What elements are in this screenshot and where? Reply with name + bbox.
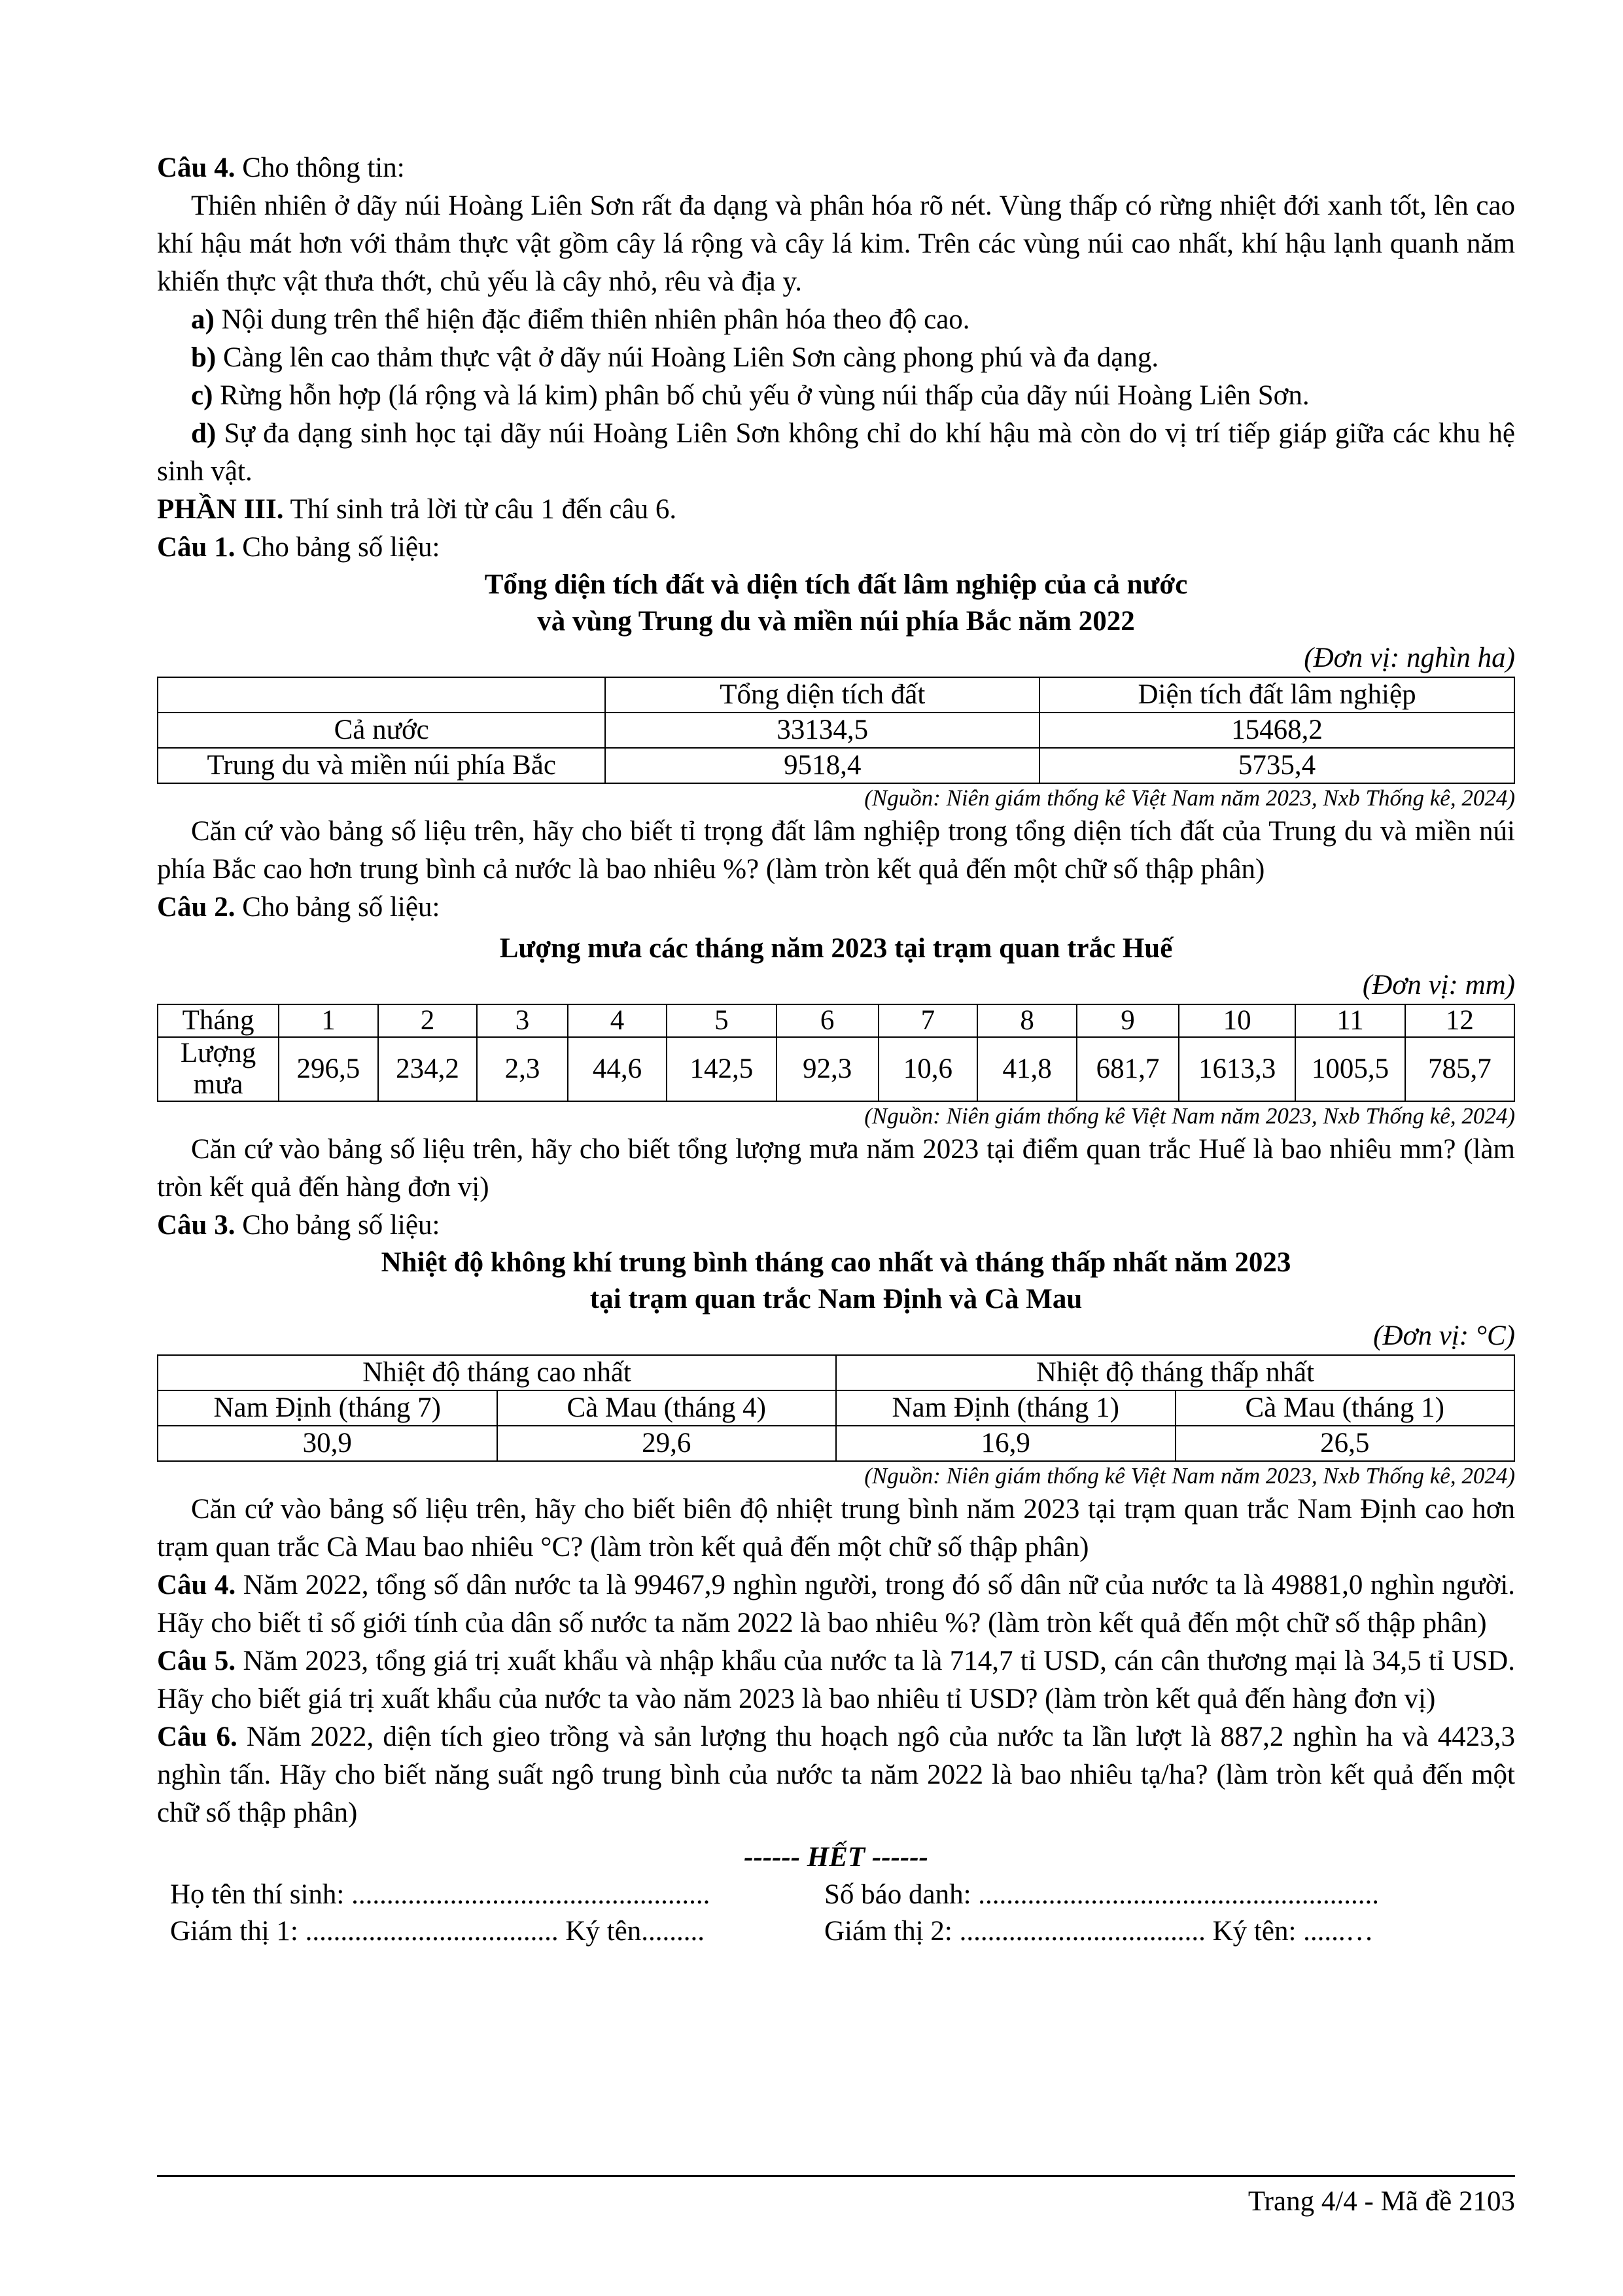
signature-row-1 <box>157 1877 1515 1913</box>
header-cell: Diện tích đất lâm nghiệp <box>1039 677 1514 713</box>
q1-table <box>157 677 1515 784</box>
q3-table-title-2: tại trạm quan trắc Nam Định và Cà Mau <box>589 1284 1083 1315</box>
header-cell: Nam Định (tháng 7) <box>158 1390 497 1426</box>
q2-table <box>157 1004 1515 1102</box>
table-cell: Cả nước <box>158 713 605 748</box>
table-cell: 10 <box>1179 1004 1295 1037</box>
table-cell: 29,6 <box>497 1426 837 1461</box>
table-cell: 11 <box>1295 1004 1405 1037</box>
question-label: Câu 6. <box>157 1722 237 1752</box>
table-row-months <box>158 1004 1514 1037</box>
part-instructions: Thí sinh trả lời từ câu 1 đến câu 6. <box>290 494 677 525</box>
candidate-name-line: Họ tên thí sinh: ................................................... <box>170 1879 710 1910</box>
option-text: Rừng hỗn hợp (lá rộng và lá kim) phân bố chủ yếu ở vùng núi thấp của dãy núi Hoàng Liên Sơn. <box>220 380 1310 411</box>
prev-q4-passage: Thiên nhiên ở dãy núi Hoàng Liên Sơn rất đa dạng và phân hóa rõ nét. Vùng thấp có rừng nhiệt đới xanh tốt, lên cao khí hậu mát hơn với thảm thực vật gồm cây lá rộng và cây lá kim. Trên các vùng núi cao nhất, khí hậu lạnh quanh năm khiến thực vật thưa thớt, chủ yếu là cây nhỏ, rêu và địa y. <box>157 190 1515 297</box>
option-a <box>157 301 1515 339</box>
exam-page <box>157 149 1515 1950</box>
table-header-row <box>158 677 1514 713</box>
option-key: a) <box>191 304 215 335</box>
question-intro: Cho bảng số liệu: <box>242 532 440 563</box>
table-cell: 5 <box>667 1004 776 1037</box>
proctor-2-line: Giám thị 2: ................................... Ký tên: ......… <box>824 1916 1374 1947</box>
table-row <box>158 748 1514 783</box>
option-text: Nội dung trên thể hiện đặc điểm thiên nhiên phân hóa theo độ cao. <box>221 304 970 335</box>
q6-paragraph <box>157 1718 1515 1832</box>
question-label: Câu 2. <box>157 892 236 923</box>
table-cell: 9518,4 <box>605 748 1039 783</box>
question-text: Năm 2022, tổng số dân nước ta là 99467,9 nghìn người, trong đó số dân nữ của nước ta là 49881,0 nghìn người. Hãy cho biết tỉ số giới tính của dân số nước ta năm 2022 là bao nhiêu %? (làm tròn kết quả đến một chữ số thập phân) <box>157 1570 1516 1638</box>
table-cell: 1 <box>279 1004 378 1037</box>
q2-heading <box>157 889 1515 927</box>
question-text: Năm 2023, tổng giá trị xuất khẩu và nhập khẩu của nước ta là 714,7 tỉ USD, cán cân thương mại là 34,5 tỉ USD. Hãy cho biết giá trị xuất khẩu của nước ta vào năm 2023 là bao nhiêu tỉ USD? (làm tròn kết quả đến hàng đơn vị) <box>157 1646 1515 1714</box>
table-cell: 10,6 <box>879 1037 978 1101</box>
table-cell: 6 <box>777 1004 879 1037</box>
table-cell: 296,5 <box>279 1037 378 1101</box>
header-cell: Cà Mau (tháng 4) <box>497 1390 837 1426</box>
q1-unit: (Đơn vị: nghìn ha) <box>1304 643 1515 673</box>
question-intro: Cho bảng số liệu: <box>242 892 440 923</box>
q3-heading <box>157 1207 1515 1245</box>
option-key: b) <box>191 342 217 373</box>
table-cell: 785,7 <box>1405 1037 1514 1101</box>
header-cell: Nhiệt độ tháng cao nhất <box>158 1355 836 1390</box>
option-key: c) <box>191 380 213 411</box>
option-c <box>157 377 1515 415</box>
table-cell: 44,6 <box>568 1037 667 1101</box>
q1-heading <box>157 529 1515 567</box>
part-label: PHẦN III. <box>157 494 284 525</box>
table-row <box>158 1426 1514 1461</box>
table-cell: 16,9 <box>836 1426 1176 1461</box>
row-label: Lượng mưa <box>158 1037 279 1101</box>
table-cell: 4 <box>568 1004 667 1037</box>
question-label: Câu 5. <box>157 1646 236 1676</box>
q2-table-title: Lượng mưa các tháng năm 2023 tại trạm quan trắc Huế <box>499 933 1173 964</box>
table-cell: Trung du và miền núi phía Bắc <box>158 748 605 783</box>
q1-table-title-2: và vùng Trung du và miền núi phía Bắc năm 2022 <box>537 606 1135 637</box>
question-label: Câu 4. <box>157 152 236 183</box>
table-cell: 30,9 <box>158 1426 497 1461</box>
header-cell: Nhiệt độ tháng thấp nhất <box>836 1355 1514 1390</box>
table-cell: 681,7 <box>1077 1037 1179 1101</box>
table-cell: 5735,4 <box>1039 748 1514 783</box>
q3-source: (Nguồn: Niên giám thống kê Việt Nam năm 2023, Nxb Thống kê, 2024) <box>864 1463 1515 1489</box>
table-cell: 1005,5 <box>1295 1037 1405 1101</box>
candidate-id-line: Số báo danh: ......................................................... <box>824 1879 1380 1910</box>
table-cell: 33134,5 <box>605 713 1039 748</box>
header-cell: Nam Định (tháng 1) <box>836 1390 1176 1426</box>
question-text: Năm 2022, diện tích gieo trồng và sản lượng thu hoạch ngô của nước ta lần lượt là 887,2 nghìn ha và 4423,3 nghìn tấn. Hãy cho biết năng suất ngô trung bình của nước ta năm 2022 là bao nhiêu tạ/ha? (làm tròn kết quả đến một chữ số thập phân) <box>157 1722 1516 1828</box>
table-cell: 1613,3 <box>1179 1037 1295 1101</box>
table-group-header-row <box>158 1355 1514 1390</box>
table-cell: 2 <box>378 1004 478 1037</box>
table-row-rain <box>158 1037 1514 1101</box>
option-b <box>157 339 1515 377</box>
table-cell: 92,3 <box>777 1037 879 1101</box>
q3-table <box>157 1354 1515 1462</box>
q2-source: (Nguồn: Niên giám thống kê Việt Nam năm 2023, Nxb Thống kê, 2024) <box>864 1103 1515 1129</box>
option-d <box>157 415 1515 491</box>
row-label: Tháng <box>158 1004 279 1037</box>
table-cell: 41,8 <box>977 1037 1077 1101</box>
footer-divider <box>157 2175 1515 2177</box>
table-cell: 142,5 <box>667 1037 776 1101</box>
question-label: Câu 3. <box>157 1210 236 1241</box>
q2-question: Căn cứ vào bảng số liệu trên, hãy cho biết tổng lượng mưa năm 2023 tại điểm quan trắc Huế là bao nhiêu mm? (làm tròn kết quả đến hàng đơn vị) <box>157 1134 1515 1203</box>
q3-table-title-1: Nhiệt độ không khí trung bình tháng cao nhất và tháng thấp nhất năm 2023 <box>381 1247 1291 1278</box>
q1-source: (Nguồn: Niên giám thống kê Việt Nam năm 2023, Nxb Thống kê, 2024) <box>864 785 1515 811</box>
option-text: Sự đa dạng sinh học tại dãy núi Hoàng Liên Sơn không chỉ do khí hậu mà còn do vị trí tiếp giáp giữa các khu hệ sinh vật. <box>157 418 1516 487</box>
q3-unit: (Đơn vị: °C) <box>1373 1320 1515 1351</box>
header-cell: Cà Mau (tháng 1) <box>1176 1390 1515 1426</box>
table-cell: 26,5 <box>1176 1426 1515 1461</box>
end-mark: ------ HẾT ------ <box>744 1842 928 1873</box>
q2-unit: (Đơn vị: mm) <box>1362 970 1515 1000</box>
header-cell <box>158 677 605 713</box>
table-cell: 8 <box>977 1004 1077 1037</box>
table-cell: 9 <box>1077 1004 1179 1037</box>
q5-paragraph <box>157 1642 1515 1718</box>
q1-question: Căn cứ vào bảng số liệu trên, hãy cho biết tỉ trọng đất lâm nghiệp trong tổng diện tích đất của Trung du và miền núi phía Bắc cao hơn trung bình cả nước là bao nhiêu %? (làm tròn kết quả đến một chữ số thập phân) <box>157 816 1515 885</box>
proctor-1-line: Giám thị 1: .................................... Ký tên......... <box>170 1916 705 1947</box>
table-cell: 12 <box>1405 1004 1514 1037</box>
q3-question: Căn cứ vào bảng số liệu trên, hãy cho biết biên độ nhiệt trung bình năm 2023 tại trạm quan trắc Nam Định cao hơn trạm quan trắc Cà Mau bao nhiêu °C? (làm tròn kết quả đến một chữ số thập phân) <box>157 1494 1515 1563</box>
table-row <box>158 713 1514 748</box>
option-text: Càng lên cao thảm thực vật ở dãy núi Hoàng Liên Sơn càng phong phú và đa dạng. <box>222 342 1159 373</box>
table-cell: 15468,2 <box>1039 713 1514 748</box>
table-cell: 234,2 <box>378 1037 478 1101</box>
table-cell: 7 <box>879 1004 978 1037</box>
prev-q4-heading <box>157 149 1515 187</box>
question-intro: Cho bảng số liệu: <box>242 1210 440 1241</box>
page-footer: Trang 4/4 - Mã đề 2103 <box>1248 2186 1515 2217</box>
question-label: Câu 1. <box>157 532 236 563</box>
question-intro: Cho thông tin: <box>242 152 405 183</box>
part3-heading <box>157 491 1515 529</box>
q4-paragraph <box>157 1566 1515 1642</box>
header-cell: Tổng diện tích đất <box>605 677 1039 713</box>
signature-row-2 <box>157 1913 1515 1950</box>
q1-table-title-1: Tổng diện tích đất và diện tích đất lâm nghiệp của cả nước <box>484 569 1188 600</box>
table-sub-header-row <box>158 1390 1514 1426</box>
table-cell: 2,3 <box>477 1037 567 1101</box>
table-cell: 3 <box>477 1004 567 1037</box>
question-label: Câu 4. <box>157 1570 236 1600</box>
option-key: d) <box>191 418 217 449</box>
